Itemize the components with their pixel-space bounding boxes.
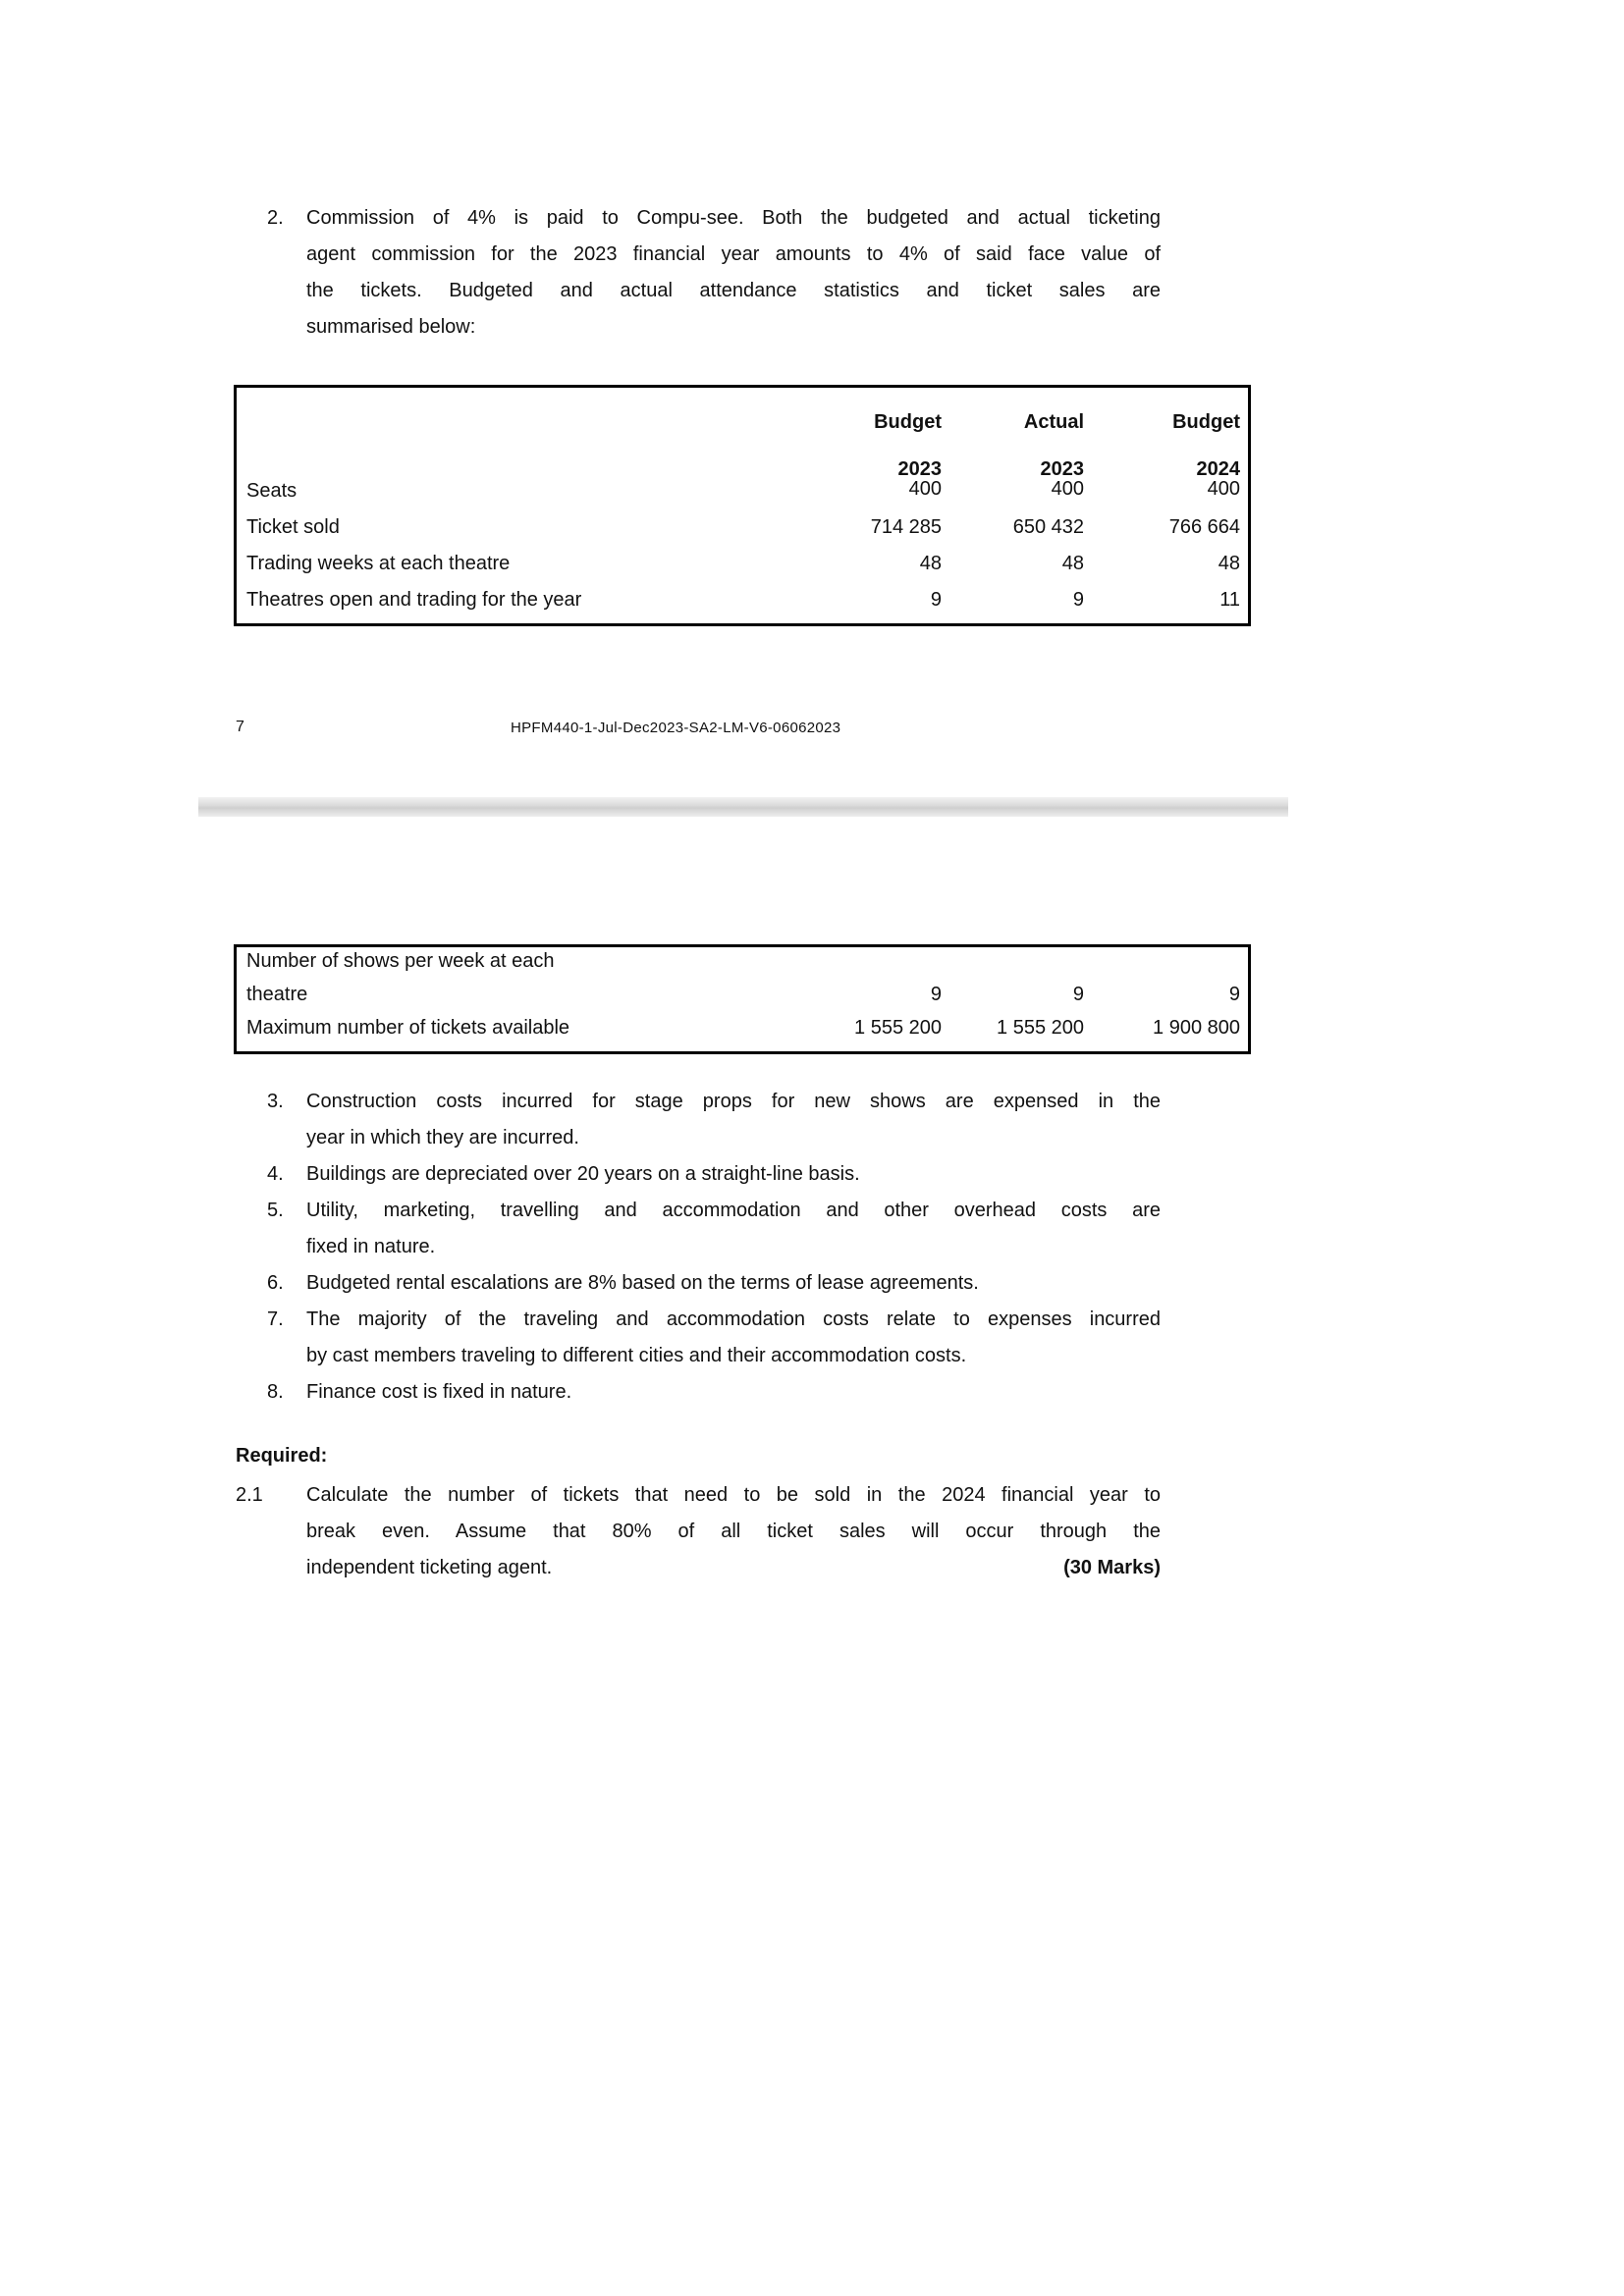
- question-number: 2.1: [236, 1484, 263, 1506]
- cell-value: 48: [1218, 553, 1240, 574]
- row-label: Trading weeks at each theatre: [246, 553, 511, 574]
- cell-value: 48: [919, 553, 942, 574]
- page-separator: [198, 797, 1288, 817]
- text-line: Utility, marketing, travelling and accommodation and other overhead costs are: [306, 1200, 1161, 1221]
- row-label: Number of shows per week at each: [246, 950, 555, 972]
- item-number: 3.: [267, 1091, 284, 1112]
- cell-value: 1 555 200: [997, 1017, 1084, 1039]
- stats-table: [234, 385, 1251, 626]
- cell-value: 650 432: [1012, 516, 1084, 538]
- marks-label: (30 Marks): [1063, 1557, 1161, 1578]
- text-line: Commission of 4% is paid to Compu-see. Both the budgeted and actual ticketing: [306, 207, 1161, 229]
- text-line: The majority of the traveling and accommodation costs relate to expenses incurred: [306, 1308, 1161, 1330]
- year-header: 2024: [1196, 458, 1240, 480]
- cell-value: 9: [930, 589, 942, 611]
- cell-value: 1 555 200: [854, 1017, 942, 1039]
- row-label: Maximum number of tickets available: [246, 1017, 570, 1039]
- question-line: break even. Assume that 80% of all ticket sales will occur through the: [306, 1521, 1161, 1542]
- item-number: 2.: [267, 207, 284, 229]
- cell-value: 400: [908, 478, 942, 500]
- question-line: independent ticketing agent.: [306, 1557, 553, 1578]
- text-line: agent commission for the 2023 financial year amounts to 4% of said face value of: [306, 243, 1161, 265]
- cell-value: 400: [1207, 478, 1240, 500]
- item-number: 5.: [267, 1200, 284, 1221]
- row-label: Ticket sold: [246, 516, 340, 538]
- item-number: 7.: [267, 1308, 284, 1330]
- text-line: by cast members traveling to different cities and their accommodation costs.: [306, 1345, 967, 1366]
- text-line: Buildings are depreciated over 20 years on a straight-line basis.: [306, 1163, 860, 1185]
- cell-value: 714 285: [870, 516, 942, 538]
- stats-table-continued: [234, 944, 1251, 1054]
- item-number: 4.: [267, 1163, 284, 1185]
- cell-value: 1 900 800: [1153, 1017, 1240, 1039]
- col-header-budget-2023: Budget: [874, 411, 942, 433]
- row-label: Seats: [246, 480, 298, 502]
- row-label: theatre: [246, 984, 308, 1005]
- cell-value: 9: [1072, 589, 1084, 611]
- col-header-actual-2023: Actual: [1023, 411, 1084, 433]
- col-header-budget-2024: Budget: [1172, 411, 1240, 433]
- text-line: year in which they are incurred.: [306, 1127, 579, 1148]
- cell-value: 11: [1219, 589, 1240, 611]
- item-number: 8.: [267, 1381, 284, 1403]
- cell-value: 766 664: [1168, 516, 1240, 538]
- page-number: 7: [236, 719, 244, 735]
- cell-value: 48: [1061, 553, 1084, 574]
- cell-value: 9: [1072, 984, 1084, 1005]
- text-line: summarised below:: [306, 316, 476, 338]
- text-line: the tickets. Budgeted and actual attendance statistics and ticket sales are: [306, 280, 1161, 301]
- text-line: Budgeted rental escalations are 8% based on the terms of lease agreements.: [306, 1272, 979, 1294]
- text-line: Construction costs incurred for stage props for new shows are expensed in the: [306, 1091, 1161, 1112]
- row-label: Theatres open and trading for the year: [246, 589, 582, 611]
- required-heading: Required:: [236, 1445, 328, 1467]
- text-line: Finance cost is fixed in nature.: [306, 1381, 572, 1403]
- year-header: 2023: [897, 458, 942, 480]
- cell-value: 400: [1051, 478, 1084, 500]
- cell-value: 9: [930, 984, 942, 1005]
- text-line: fixed in nature.: [306, 1236, 436, 1257]
- item-number: 6.: [267, 1272, 284, 1294]
- cell-value: 9: [1228, 984, 1240, 1005]
- question-line: Calculate the number of tickets that need to be sold in the 2024 financial year to: [306, 1484, 1161, 1506]
- document-code: HPFM440-1-Jul-Dec2023-SA2-LM-V6-06062023: [511, 720, 841, 736]
- year-header: 2023: [1040, 458, 1084, 480]
